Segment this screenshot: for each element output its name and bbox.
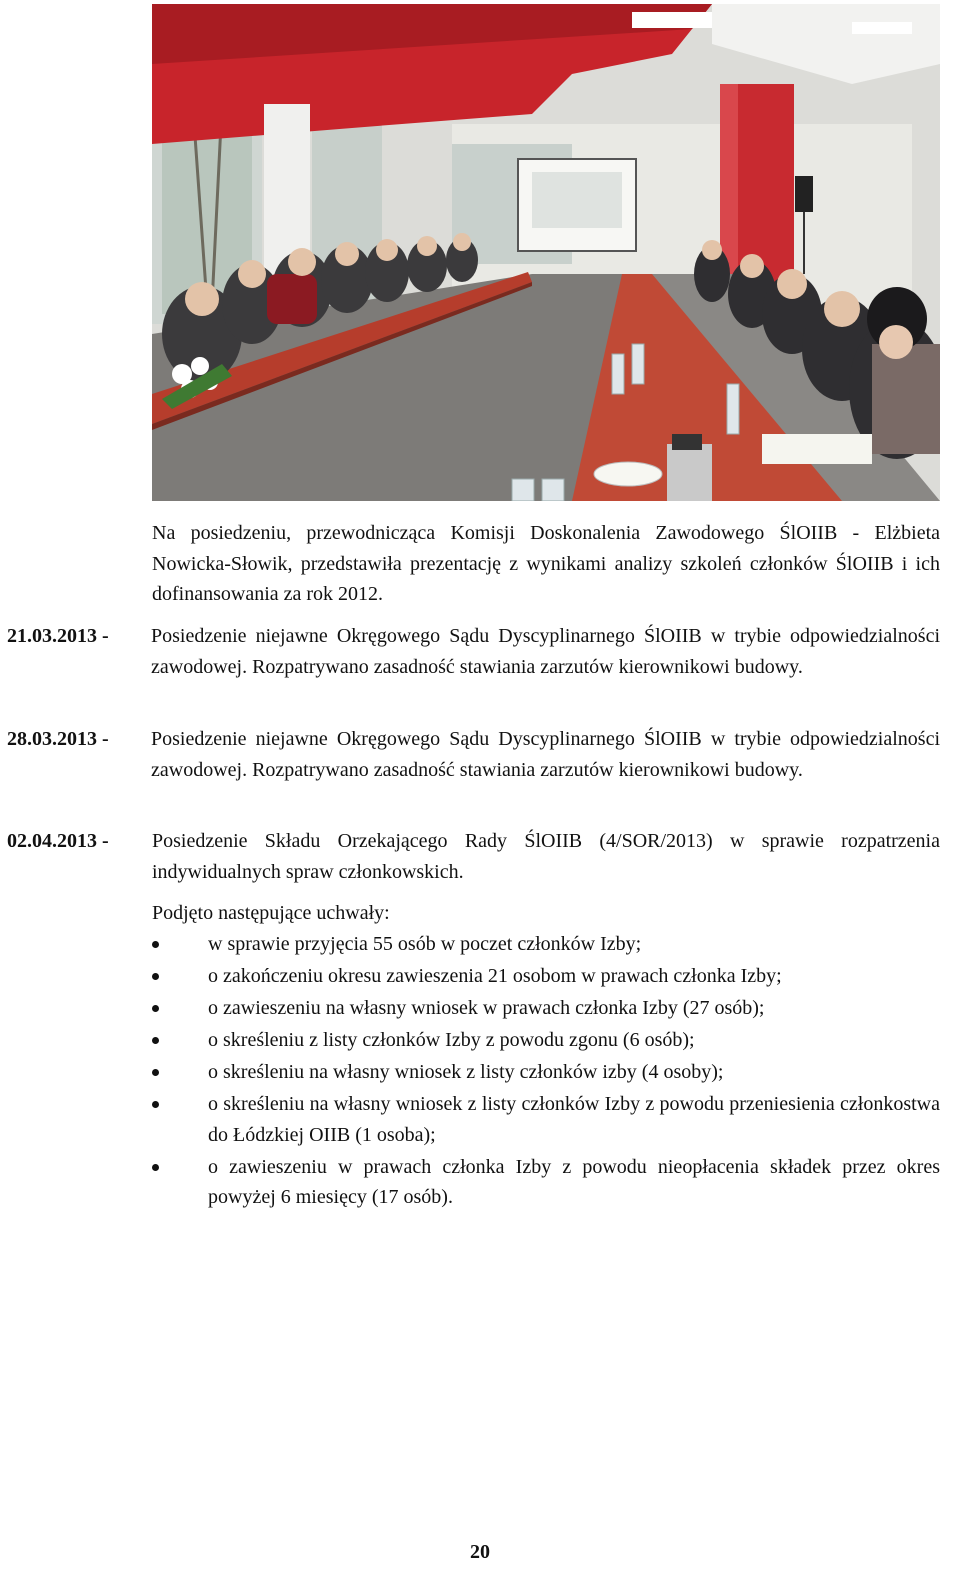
list-item-text: o zakończeniu okresu zawieszenia 21 osobom w prawach członka Izby; xyxy=(208,965,782,987)
bullet-icon xyxy=(152,973,159,980)
list-item xyxy=(152,929,940,960)
list-item xyxy=(152,1089,940,1150)
list-item xyxy=(152,961,940,992)
bullet-icon xyxy=(152,1164,159,1171)
entry-text: Posiedzenie Składu Orzekającego Rady ŚlOIIB (4/SOR/2013) w sprawie rozpatrzenia indywidualnych spraw członkowskich. xyxy=(152,830,940,883)
entry-date: 28.03.2013 - xyxy=(7,728,109,750)
bullet-icon xyxy=(152,1101,159,1108)
list-item-text: o zawieszeniu w prawach członka Izby z powodu nieopłacenia składek przez okres powyżej 6 miesięcy (17 osób). xyxy=(208,1155,940,1208)
entry-date: 21.03.2013 - xyxy=(7,625,109,647)
photo-caption: Na posiedzeniu, przewodnicząca Komisji Doskonalenia Zawodowego ŚlOIIB - Elżbieta Nowicka-Słowik, przedstawiła prezentację z wynikami analizy szkoleń członków ŚlOIIB i ich dofinansowania za rok 2012. xyxy=(152,522,940,605)
list-item-text: w sprawie przyjęcia 55 osób w poczet członków Izby; xyxy=(208,933,642,955)
bullet-icon xyxy=(152,941,159,948)
resolutions-intro: Podjęto następujące uchwały: xyxy=(152,902,390,924)
bullet-icon xyxy=(152,1069,159,1076)
bullet-icon xyxy=(152,1005,159,1012)
bullet-icon xyxy=(152,1037,159,1044)
list-item xyxy=(152,1025,940,1056)
resolutions-list xyxy=(152,929,940,1214)
list-item-text: o skreśleniu na własny wniosek z listy członków Izby z powodu przeniesienia członkostwa do Łódzkiej OIIB (1 osoba); xyxy=(208,1093,940,1146)
list-item xyxy=(152,1057,940,1088)
list-item xyxy=(152,1152,940,1213)
entry-text: Posiedzenie niejawne Okręgowego Sądu Dyscyplinarnego ŚlOIIB w trybie odpowiedzialności zawodowej. Rozpatrywano zasadność stawiania zarzutów kierownikowi budowy. xyxy=(151,625,940,678)
page-number: 20 xyxy=(470,1541,490,1563)
entry-date: 02.04.2013 - xyxy=(7,830,109,852)
list-item xyxy=(152,993,940,1024)
list-item-text: o zawieszeniu na własny wniosek w prawach członka Izby (27 osób); xyxy=(208,997,765,1019)
list-item-text: o skreśleniu na własny wniosek z listy członków izby (4 osoby); xyxy=(208,1061,724,1083)
meeting-photo xyxy=(152,4,940,501)
list-item-text: o skreśleniu z listy członków Izby z powodu zgonu (6 osób); xyxy=(208,1029,695,1051)
entry-text: Posiedzenie niejawne Okręgowego Sądu Dyscyplinarnego ŚlOIIB w trybie odpowiedzialności zawodowej. Rozpatrywano zasadność stawiania zarzutów kierownikowi budowy. xyxy=(151,728,940,781)
